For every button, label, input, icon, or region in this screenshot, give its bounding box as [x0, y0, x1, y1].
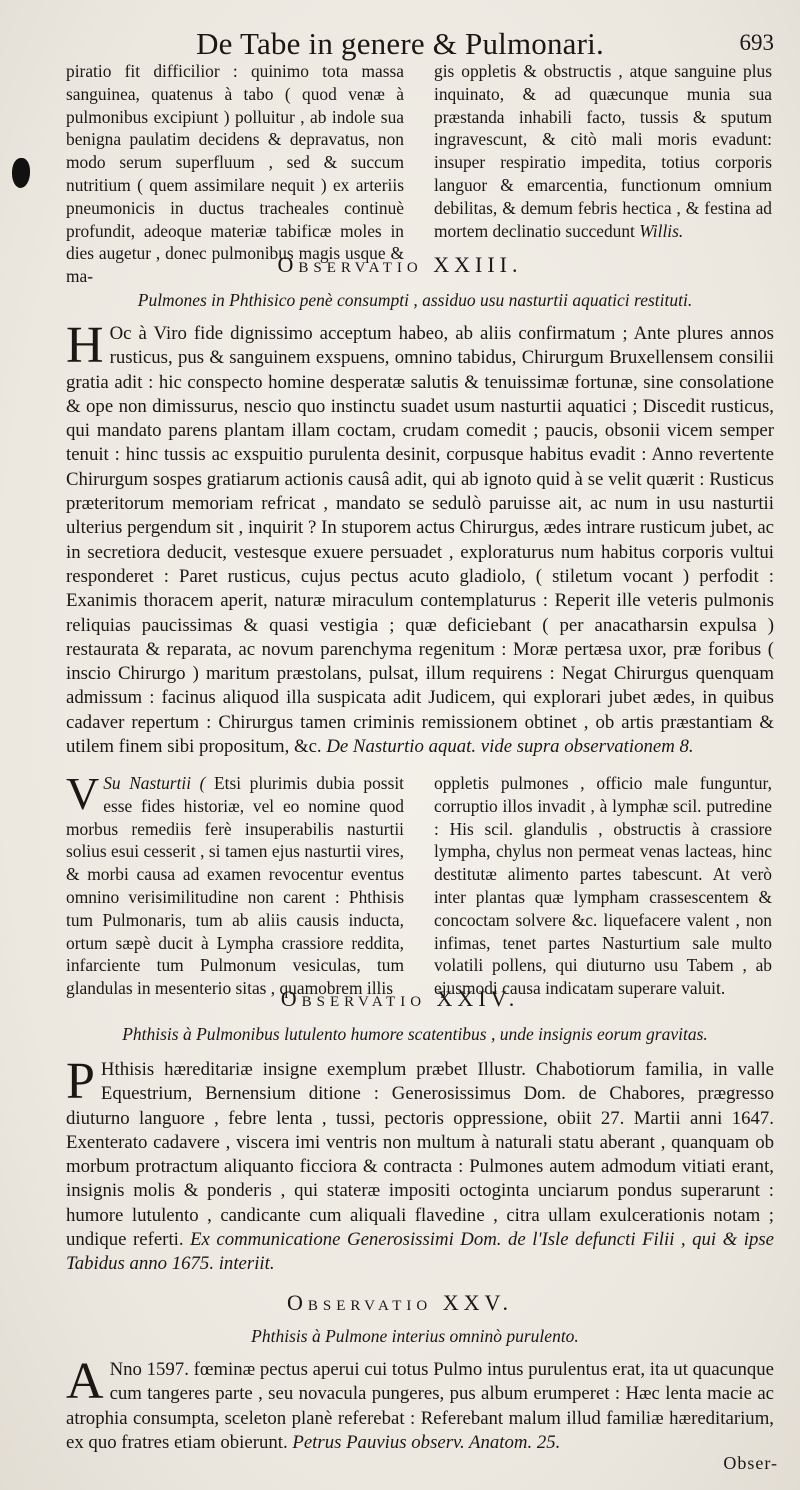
- drop-cap-h: H: [66, 317, 104, 374]
- observation-25-paragraph: [66, 1353, 774, 1455]
- top-right-reference: Willis.: [639, 220, 684, 241]
- observation-24-paragraph: [66, 1053, 774, 1277]
- observation-23-subtitle: Pulmones in Phthisico penè consumpti , assiduo usu nasturtii aquatici restituti.: [137, 290, 693, 310]
- drop-cap-p: P: [66, 1053, 95, 1110]
- observation-23-body: [66, 317, 774, 759]
- top-right-paragraph: [434, 60, 772, 242]
- running-title: De Tabe in genere & Pulmonari.: [196, 26, 604, 61]
- scholium-left-paragraph: [66, 768, 404, 1000]
- scholium-columns: [66, 768, 772, 1000]
- observation-25-reference: Petrus Pauvius observ. Anatom. 25.: [292, 1431, 561, 1453]
- observation-23-text: Oc à Viro fide dignissimo acceptum habeo, ab aliis confirmatum ; Ante plures annos rusticus, pus & sanguinem exspuens, omnino tabidus, Chirurgum Bruxellensem consilii gratia adit : hic conspecto homine desperatæ salutis & tenuissimæ fortunæ, sine consolatione & ope non dimissurus, nescio quo instinctu suadet usum nasturtii aquatici ; Discedit rusticus, qui mandato parens plantam illam coctam, crudam comedit ; paucis, obsonii vicem semper tenuit : hinc tussis ac exspuitio purulenta desinit, corpusque habitus evadit : Anno revertente Chirurgum sospes gratiarum actionis causâ adit, qui ab ignoto quid à se velit quærit : Rusticus præteritorum memoriam refricat , mandato se sedulò paruisse ait, ac num in usu nasturtii ulterius pergendum sit , inquirit ? In stuporem actus Chirurgus, ædes intrare rusticum jubet, ac in secretiora deducit, vestesque exuere persuadet , exploraturus num habitus corporis vultui responderet : Paret rusticus, cujus pectus acuto gladiolo, ( stiletum vocant ) perfodit : Exanimis thoracem aperit, naturæ miraculum contemplaturus : Reperit ille veteris pulmonis reliquias paucissimas & quasi vestigia ; quæ deficiebant ( per anacatharsin expulsa ) restaurata & reparata, ac novum parenchyma regenitum : Moræ pertæsa uxor, præ foribus ( inscio Chirurgo ) maritum præstolans, pulsat, illum requirens : Negat Chirurgus quenquam admissum : facinus aliquod illa suspicata adit Judicem, qui explorari jubet ædes, in quibus cadaver repertum : Chirurgus tamen criminis remissionem obtinet , ob artis præstantiam & utilem finem sibi propositum, &c.: [66, 323, 774, 758]
- observation-25-subtitle: Phthisis à Pulmone interius omninò purulento.: [251, 1326, 579, 1346]
- ink-blot: [12, 158, 30, 188]
- page-number: 693: [739, 30, 774, 55]
- observation-25-body: [66, 1353, 774, 1455]
- scholium-lead: Su Nasturtii (: [103, 773, 206, 793]
- observation-23-paragraph: [66, 317, 774, 759]
- top-left-text: piratio fit difficilior : quinimo tota massa sanguinea, quatenus à tabo ( quod venæ à pulmonibus excipiunt ) polluitur , ab indole sua benigna paulatim decidens & depravatus, non modo serum superfluum , sed & succum nutritium ( quem assimilare nequit ) ex arteriis pneumonicis in ductus tracheales continuè profundit, adeoque materiæ tabificæ moles in dies augetur , donec pulmonibus magis usque & ma-: [66, 61, 404, 287]
- scholium-left-text: Etsi plurimis dubia possit esse fides historiæ, vel eo nomine quod morbus remediis ferè insuperabilis nasturtii solius esui cesserit , si tamen ejus nasturtii vires, & morbi causa ad examen revocentur eventus omnino verisimilitudine non carent : Phthisis tum Pulmonaris, tum ab aliis causis inducta, ortum sæpè ducit à Lympha crassiore reddita, infarciente tum Pulmonum vesiculas, tum glandulas in mesenterio sitas , quamobrem illis: [66, 773, 404, 999]
- scholium-right-text: oppletis pulmones , officio male funguntur, corruptio illos invadit , à lymphæ scil. putredine : His scil. glandulis , obstructis à crassiore lympha, chylus non permeat venas lacteas, hinc destitutæ alimento partes tabescunt. At verò inter plantas quæ lympham crassescentem & concoctam solvere &c. liquefacere valent , non infimas, tenet partes Nasturtium sale multo volatili pollens, qui diuturno usu Tabem , ab ejusmodi causa indicatam superare valuit.: [434, 773, 772, 999]
- scholium-left-column: [66, 768, 404, 1000]
- observation-24-text: Hthisis hæreditariæ insigne exemplum præbet Illustr. Chabotiorum familia, in valle Equestrium, Bernensium ditione : Generosissimus Dom. de Chabores, prægresso diuturno languore , febre lenta , tussi, pectoris oppressione, obiit 27. Martii anni 1647. Exenterato cadavere , viscera imi ventris non multum à naturali statu aberant , quanquam ob morbum protractum aliquanto ficciora & contracta : Pulmones autem admodum vitiati erant, insignis molis & ponderis , qui stateræ impositi octoginta unciarum pondus superarunt : humore lutulento , candicante cum aliquali flavedine , citra ullam exulcerationis notam ; undique referti.: [66, 1059, 774, 1251]
- drop-cap-a: A: [66, 1353, 104, 1410]
- observation-25-heading: Observatio XXV.: [286, 1290, 514, 1315]
- scholium-right-column: [434, 772, 772, 1000]
- observation-24-subtitle: Phthisis à Pulmonibus lutulento humore scatentibus , unde insignis eorum gravitas.: [122, 1024, 708, 1044]
- observation-24-heading: Observatio XXIV.: [280, 986, 520, 1011]
- observation-23-heading: Observatio XXIII.: [277, 252, 523, 277]
- catchword: Obser-: [723, 1453, 778, 1473]
- observation-24-body: [66, 1053, 774, 1277]
- observation-25-text: Nno 1597. fœminæ pectus aperui cui totus Pulmo intus purulentus erat, ita ut quacunque cum tangeres parte , seu novacula pungeres, pus album erumperet : Hæc lenta macie ac atrophia consumpta, sceleton planè referebat : Referebant malum illud familiæ hæreditarium, ex quo fratres etiam obierunt.: [66, 1359, 774, 1453]
- top-right-text: gis oppletis & obstructis , atque sanguine plus inquinato, & ad quæcunque munia sua præstanda inhabili facto, tussis & sputum ingravescunt, & citò mali moris evadunt: insuper respiratio impedita, totius corporis languor & emarcentia, functionum omnium debilitas, & demum febris hectica , & festina ad mortem declinatio succedunt: [434, 61, 772, 241]
- drop-cap-v: V: [66, 768, 100, 819]
- observation-24-reference: Ex communicatione Generosissimi Dom. de l'Isle defuncti Filii , qui & ipse Tabidus anno 1675. interiit.: [66, 1229, 774, 1275]
- observation-23-reference: De Nasturtio aquat. vide supra observationem 8.: [326, 736, 694, 758]
